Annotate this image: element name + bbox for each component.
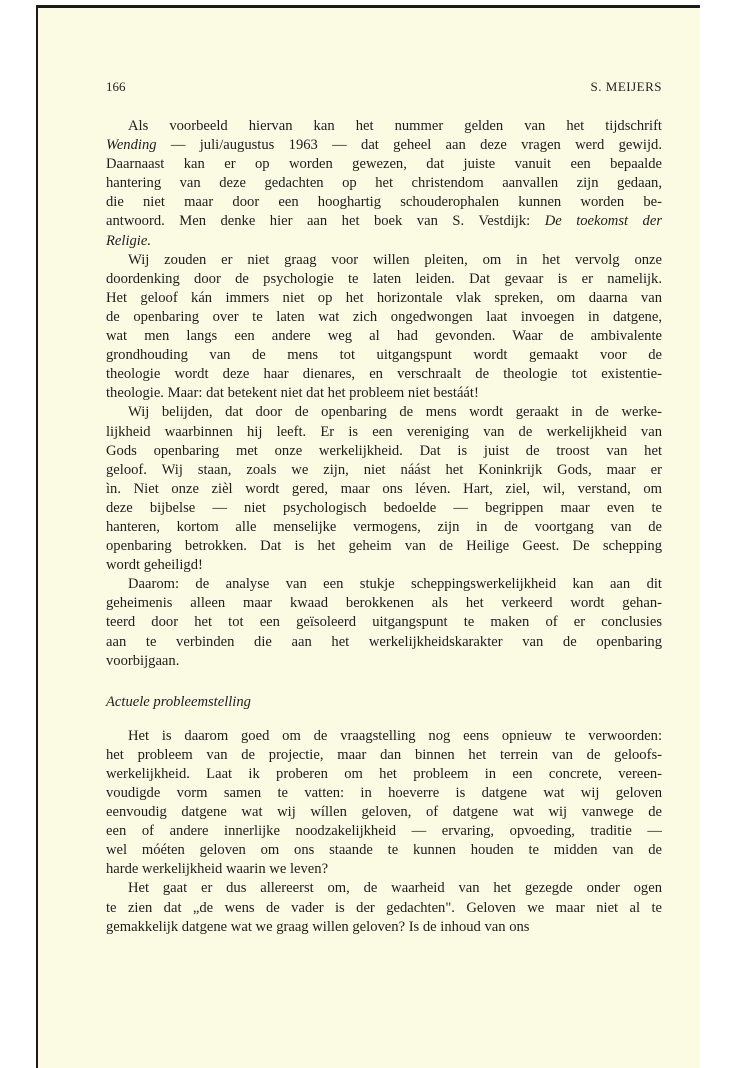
text-line	[106, 860, 662, 879]
text-segment: hanteren, kortom alle menselijke vermogens, zijn in de voortgang van de	[106, 518, 662, 535]
running-author: S. MEIJERS	[590, 79, 662, 94]
body-text	[106, 117, 662, 937]
text-segment: Als voorbeeld hiervan kan het nummer gelden van het tijdschrift	[128, 118, 662, 134]
text-line	[106, 784, 662, 803]
text-line	[106, 193, 662, 212]
paragraph	[106, 403, 662, 575]
text-line	[106, 270, 662, 289]
text-segment: werkelijkheid. Laat ik proberen om het probleem in een concrete, vereen-	[106, 765, 662, 782]
text-segment: voorbijgaan.	[106, 652, 180, 669]
text-segment: de openbaring over te laten wat zich ongedwongen laat invoegen in datgene,	[106, 308, 662, 325]
text-segment: Het is daarom goed om de vraagstelling nog eens opnieuw te verwoorden:	[128, 727, 662, 744]
text-line	[106, 594, 662, 613]
italic-text: De toekomst der	[544, 213, 662, 230]
text-segment: Wij belijden, dat door de openbaring de mens wordt geraakt in de werke-	[128, 404, 662, 421]
text-segment: een of andere innerlijke noodzakelijkheid — ervaring, opvoeding, traditie —	[106, 823, 662, 840]
paragraph	[106, 117, 662, 251]
text-segment: antwoord. Men denke hier aan het boek van S. Vestdijk:	[106, 213, 545, 230]
text-line	[106, 480, 662, 499]
italic-text: Religie.	[106, 232, 151, 249]
paragraphs-after-section	[106, 727, 662, 937]
text-line	[106, 346, 662, 365]
text-segment: voudigde vorm samen te vatten: in hoeverre is datgene wat wij geloven	[106, 785, 662, 801]
text-segment: wordt geheiligd!	[106, 557, 203, 574]
page-number: 166	[106, 79, 126, 94]
text-line	[106, 575, 662, 594]
text-line	[106, 442, 662, 461]
text-line	[106, 289, 662, 308]
text-line	[106, 327, 662, 346]
paragraph	[106, 727, 662, 880]
text-segment: aan te verbinden die aan het werkelijkheidskarakter van de openbaring	[106, 633, 662, 650]
text-line	[106, 232, 662, 251]
paragraph	[106, 251, 662, 404]
text-line	[106, 423, 662, 442]
text-line	[106, 365, 662, 384]
text-segment: teerd door het tot een geïsoleerd uitgangspunt te maken of er conclusies	[106, 614, 662, 631]
text-segment: Het geloof kán immers niet op het horizontale vlak spreken, om daarna van	[106, 289, 662, 306]
text-segment: eenvoudig datgene wat wij wíllen geloven, of datgene wat wij vanwege de	[106, 804, 662, 821]
text-segment: grondhouding van de mens tot uitgangspunt wordt gemaakt voor de	[106, 347, 662, 364]
text-line	[106, 499, 662, 518]
text-segment: lijkheid waarbinnen hij leeft. Er is een vereniging van de werkelijkheid van	[106, 423, 662, 440]
paragraphs-before-section	[106, 117, 662, 671]
text-line	[106, 461, 662, 480]
text-line	[106, 174, 662, 193]
text-segment: Daarom: de analyse van een stukje scheppingswerkelijkheid kan aan dit	[128, 576, 662, 593]
text-line	[106, 212, 662, 231]
text-segment: gemakkelijk datgene wat we graag willen geloven? Is de inhoud van ons	[106, 918, 530, 935]
text-segment: deze bijbelse — niet psychologisch bedoelde — begrippen maar even te	[106, 499, 662, 516]
text-segment: theologie wordt deze haar dienares, en verschraalt de theologie tot existentie-	[106, 366, 662, 383]
text-line	[106, 746, 662, 765]
text-segment: ìn. Niet onze zièl wordt gered, maar ons léven. Hart, ziel, wil, verstand, om	[106, 480, 662, 497]
text-segment: Daarnaast kan er op worden gewezen, dat juiste vanuit een bepaalde	[106, 156, 662, 173]
text-segment: te zien dat „de wens de vader is der gedachten". Geloven we maar niet al te	[106, 899, 662, 916]
text-line	[106, 308, 662, 327]
italic-text: Wending	[106, 137, 157, 154]
paragraph	[106, 575, 662, 670]
text-line	[106, 765, 662, 784]
text-segment: die niet maar door een hooghartig schouderophalen kunnen worden be-	[106, 194, 662, 211]
text-line	[106, 652, 662, 671]
text-line	[106, 556, 662, 575]
text-line	[106, 155, 662, 174]
text-segment: Het gaat er dus allereerst om, de waarheid van het gezegde onder ogen	[128, 880, 662, 897]
paragraph	[106, 879, 662, 936]
text-line	[106, 918, 662, 937]
text-segment: wel móéten geloven om ons staande te kunnen houden te midden van de	[106, 842, 662, 859]
text-segment: geheimenis alleen maar kwaad berokkenen als het verkeerd wordt gehan-	[106, 595, 662, 612]
text-line	[106, 251, 662, 270]
text-segment: doordenking door de psychologie te laten leiden. Dat gevaar is er namelijk.	[106, 270, 662, 287]
text-segment: openbaring betrokken. Dat is het geheim van de Heilige Geest. De schepping	[106, 538, 662, 555]
text-line	[106, 841, 662, 860]
text-segment: harde werkelijkheid waarin we leven?	[106, 861, 329, 878]
text-line	[106, 899, 662, 918]
text-segment: Gods openbaring met onze werkelijkheid. Dat is juist de troost van het	[106, 442, 662, 459]
text-line	[106, 384, 662, 403]
text-line	[106, 613, 662, 632]
text-line	[106, 803, 662, 822]
text-segment: theologie. Maar: dat betekent niet dat het probleem niet bestáát!	[106, 385, 479, 402]
text-segment: hantering van deze gedachten op het christendom aanvallen zijn gedaan,	[106, 175, 662, 192]
text-line	[106, 518, 662, 537]
running-header	[106, 79, 662, 99]
text-segment: geloof. Wij staan, zoals we zijn, niet náást het Koninkrijk Gods, maar er	[106, 461, 662, 478]
text-line	[106, 136, 662, 155]
text-line	[106, 403, 662, 422]
text-segment: Wij zouden er niet graag voor willen pleiten, om in het vervolg onze	[128, 251, 662, 268]
text-segment: het probleem van de projectie, maar dan binnen het terrein van de geloofs-	[106, 746, 662, 763]
text-line	[106, 879, 662, 898]
text-line	[106, 822, 662, 841]
text-line	[106, 633, 662, 652]
text-line	[106, 537, 662, 556]
text-line	[106, 727, 662, 746]
text-line	[106, 117, 662, 136]
text-segment: — juli/augustus 1963 — dat geheel aan deze vragen werd gewijd.	[156, 137, 662, 154]
section-heading: Actuele probleemstelling	[106, 693, 251, 710]
text-segment: wat men langs een andere weg al had gevonden. Waar de ambivalente	[106, 328, 662, 345]
